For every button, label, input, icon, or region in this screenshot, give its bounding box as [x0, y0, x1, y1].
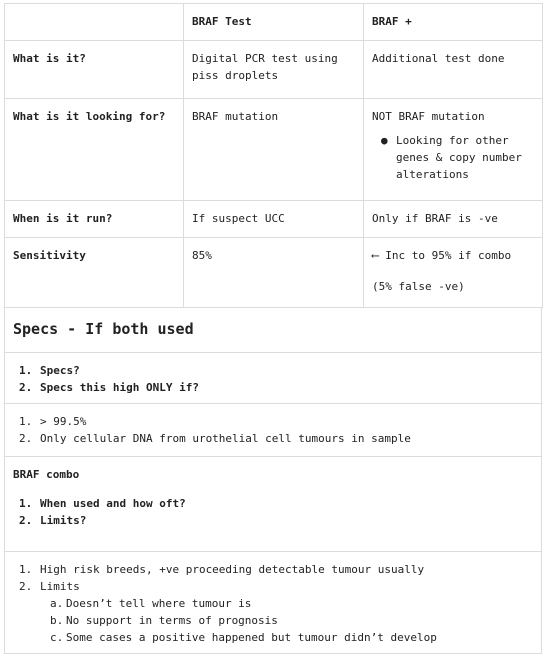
list-item-text: No support in terms of prognosis	[66, 614, 278, 627]
header-cell-braf-plus: BRAF +	[364, 4, 543, 41]
bullet-icon: ●	[381, 134, 388, 147]
table-row	[5, 201, 543, 238]
list-item	[13, 495, 533, 512]
combo-block	[4, 457, 542, 552]
list-item-text: Doesn’t tell where tumour is	[66, 597, 252, 610]
section-title-block	[4, 308, 542, 353]
list-letter: a.	[50, 597, 64, 610]
row-label: Sensitivity	[5, 238, 184, 308]
table-header-row	[5, 4, 543, 41]
list-item	[40, 629, 533, 646]
section-title: Specs - If both used	[13, 320, 194, 338]
list-letter: b.	[50, 614, 64, 627]
list-item-text: Only cellular DNA from urothelial cell tumours in sample	[40, 432, 411, 445]
numbered-list	[13, 561, 533, 646]
list-number: 2.	[19, 580, 33, 593]
cell-text: ⟵ Inc to 95% if combo	[372, 249, 512, 262]
table-cell	[364, 238, 543, 308]
list-number: 1.	[19, 364, 33, 377]
document	[4, 3, 542, 654]
list-item-text: > 99.5%	[40, 415, 87, 428]
header-cell-braf-test: BRAF Test	[184, 4, 364, 41]
row-label: What is it looking for?	[5, 99, 184, 201]
list-item	[13, 430, 533, 447]
list-item	[13, 362, 533, 379]
list-number: 1.	[19, 415, 33, 428]
table-cell: Only if BRAF is -ve	[364, 201, 543, 238]
table-cell	[364, 99, 543, 201]
lettered-list	[40, 595, 533, 646]
list-item-text: Specs this high ONLY if?	[40, 381, 199, 394]
list-item-text: When used and how oft?	[40, 497, 186, 510]
table-cell: If suspect UCC	[184, 201, 364, 238]
bullet-list	[372, 132, 534, 183]
table-cell: Digital PCR test using piss droplets	[184, 41, 364, 99]
list-letter: c.	[50, 631, 64, 644]
list-number: 2.	[19, 381, 33, 394]
list-item	[13, 413, 533, 430]
list-number: 1.	[19, 497, 33, 510]
row-label: What is it?	[5, 41, 184, 99]
list-item-text: Some cases a positive happened but tumour didn’t develop	[66, 631, 437, 644]
list-item-text: Specs?	[40, 364, 80, 377]
answers-block	[4, 404, 542, 457]
combo-answers-block	[4, 552, 542, 654]
comparison-table	[4, 3, 543, 308]
numbered-list	[13, 413, 533, 447]
list-item-text: Looking for other genes & copy number alterations	[396, 134, 522, 181]
cell-text: NOT BRAF mutation	[372, 110, 485, 123]
list-item-text: Limits?	[40, 514, 87, 527]
table-cell: BRAF mutation	[184, 99, 364, 201]
list-item	[13, 561, 533, 578]
list-item	[40, 595, 533, 612]
list-number: 2.	[19, 514, 33, 527]
table-cell: 85%	[184, 238, 364, 308]
list-number: 2.	[19, 432, 33, 445]
numbered-list	[13, 495, 533, 529]
row-label: When is it run?	[5, 201, 184, 238]
numbered-list	[13, 362, 533, 396]
header-cell-empty	[5, 4, 184, 41]
table-cell: Additional test done	[364, 41, 543, 99]
table-row	[5, 41, 543, 99]
list-number: 1.	[19, 563, 33, 576]
list-item	[40, 612, 533, 629]
table-row	[5, 99, 543, 201]
list-item-text: Limits	[40, 580, 80, 593]
list-item	[13, 578, 533, 646]
list-item-text: High risk breeds, +ve proceeding detectable tumour usually	[40, 563, 425, 576]
list-item	[13, 379, 533, 396]
cell-note: (5% false -ve)	[372, 280, 465, 293]
list-item	[13, 512, 533, 529]
list-item	[372, 132, 534, 183]
questions-block	[4, 353, 542, 404]
combo-heading: BRAF combo	[13, 468, 80, 481]
table-row	[5, 238, 543, 308]
